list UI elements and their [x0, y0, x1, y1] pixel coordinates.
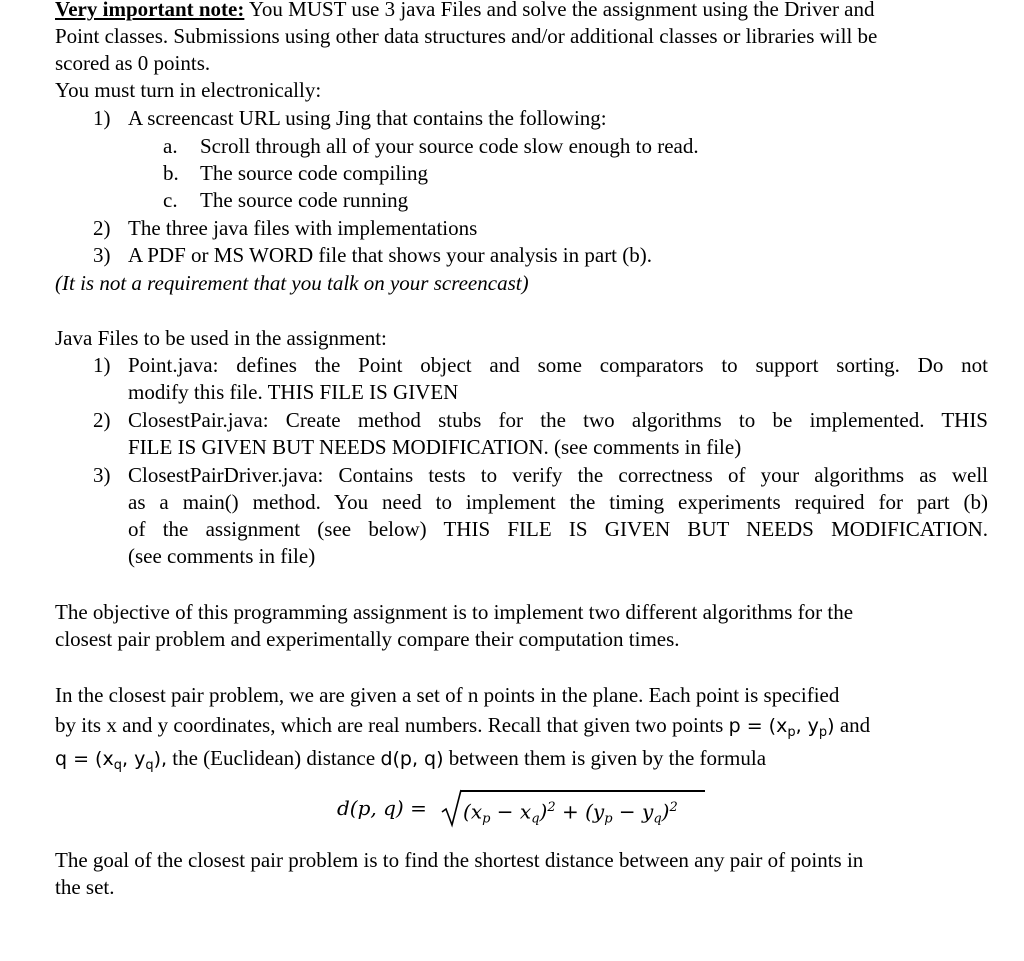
turn-in-num-1: 1) — [93, 106, 111, 130]
q-def-a: q = (x — [55, 748, 114, 770]
java-item-3-line-4: (see comments in file) — [128, 544, 316, 568]
goal-line-1: The goal of the closest pair problem is to find the shortest distance between any pair of points in — [55, 848, 864, 872]
subitem-c: The source code running — [200, 188, 409, 212]
distance-symbol: d(p, q) — [380, 748, 444, 770]
goal-line-2: the set. — [55, 875, 115, 899]
problem-line-2-text: by its x and y coordinates, which are real numbers. Recall that given two points — [55, 713, 729, 737]
p-sub-1: p — [787, 725, 796, 740]
q-sub-1: q — [113, 758, 122, 773]
and-text: and — [834, 713, 871, 737]
java-num-2: 2) — [93, 408, 111, 432]
java-item-3-line-3: of the assignment (see below) THIS FILE IS GIVEN BUT NEEDS MODIFICATION. — [128, 517, 988, 541]
turn-in-num-3: 3) — [93, 243, 111, 267]
subitem-c-num: c. — [163, 188, 178, 212]
point-q-def — [55, 748, 168, 773]
turn-in-item-2: The three java files with implementations — [128, 216, 478, 240]
note-line-3: scored as 0 points. — [55, 51, 211, 75]
formula-lhs: d(p, q) = — [337, 796, 427, 820]
note-line-2: Point classes. Submissions using other data structures and/or additional classes or libraries will be — [55, 24, 878, 48]
sqrt-sign — [441, 788, 463, 828]
turn-in-heading: You must turn in electronically: — [55, 78, 322, 102]
subitem-a-num: a. — [163, 134, 178, 158]
q-sub-2: q — [145, 758, 154, 773]
q-def-c: ), — [153, 748, 168, 770]
java-num-3: 3) — [93, 463, 111, 487]
formula-rhs: $(x_p - x_q)^2 + (y_p - y_q)^2$ — [463, 799, 678, 827]
java-item-1-line-2: modify this file. THIS FILE IS GIVEN — [128, 380, 459, 404]
point-p-def — [728, 715, 835, 740]
java-item-3-line-2: as a main() method. You need to implement the timing experiments required for part (b) — [128, 490, 988, 514]
subitem-b-num: b. — [163, 161, 179, 185]
turn-in-item-1: A screencast URL using Jing that contains the following: — [128, 106, 607, 130]
turn-in-num-2: 2) — [93, 216, 111, 240]
p-def-c: ) — [827, 715, 835, 737]
java-item-3-line-1: ClosestPairDriver.java: Contains tests to verify the correctness of your algorithms as well — [128, 463, 988, 487]
problem-line-3-text-b: between them is given by the formula — [443, 746, 767, 770]
subitem-a: Scroll through all of your source code slow enough to read. — [200, 134, 699, 158]
java-files-heading: Java Files to be used in the assignment: — [55, 326, 387, 350]
objective-line-2: closest pair problem and experimentally compare their computation times. — [55, 627, 680, 651]
note-label: Very important note: — [55, 0, 245, 21]
q-def-b: , y — [121, 748, 146, 770]
screencast-remark: (It is not a requirement that you talk on your screencast) — [55, 271, 529, 295]
sqrt-bar — [461, 790, 705, 792]
sqrt-icon — [441, 788, 463, 828]
problem-line-3 — [55, 745, 766, 779]
note-line-1 — [55, 0, 875, 22]
problem-line-1: In the closest pair problem, we are given a set of n points in the plane. Each point is specified — [55, 683, 840, 707]
p-def-b: , y — [795, 715, 819, 737]
objective-line-1: The objective of this programming assignment is to implement two different algorithms for the — [55, 600, 854, 624]
java-item-1-line-1: Point.java: defines the Point object and some comparators to support sorting. Do not — [128, 353, 988, 377]
problem-line-3-text-a: the (Euclidean) distance — [167, 746, 381, 770]
p-sub-2: p — [818, 725, 828, 740]
java-item-2-line-1: ClosestPair.java: Create method stubs for the two algorithms to be implemented. THIS — [128, 408, 988, 432]
note-text-1: You MUST use 3 java Files and solve the assignment using the Driver and — [244, 0, 875, 21]
p-def-a: p = (x — [728, 715, 788, 737]
subitem-b: The source code compiling — [200, 161, 429, 185]
java-item-2-line-2: FILE IS GIVEN BUT NEEDS MODIFICATION. (see comments in file) — [128, 435, 742, 459]
java-num-1: 1) — [93, 353, 111, 377]
problem-line-2 — [55, 712, 870, 746]
turn-in-item-3: A PDF or MS WORD file that shows your analysis in part (b). — [128, 243, 653, 267]
